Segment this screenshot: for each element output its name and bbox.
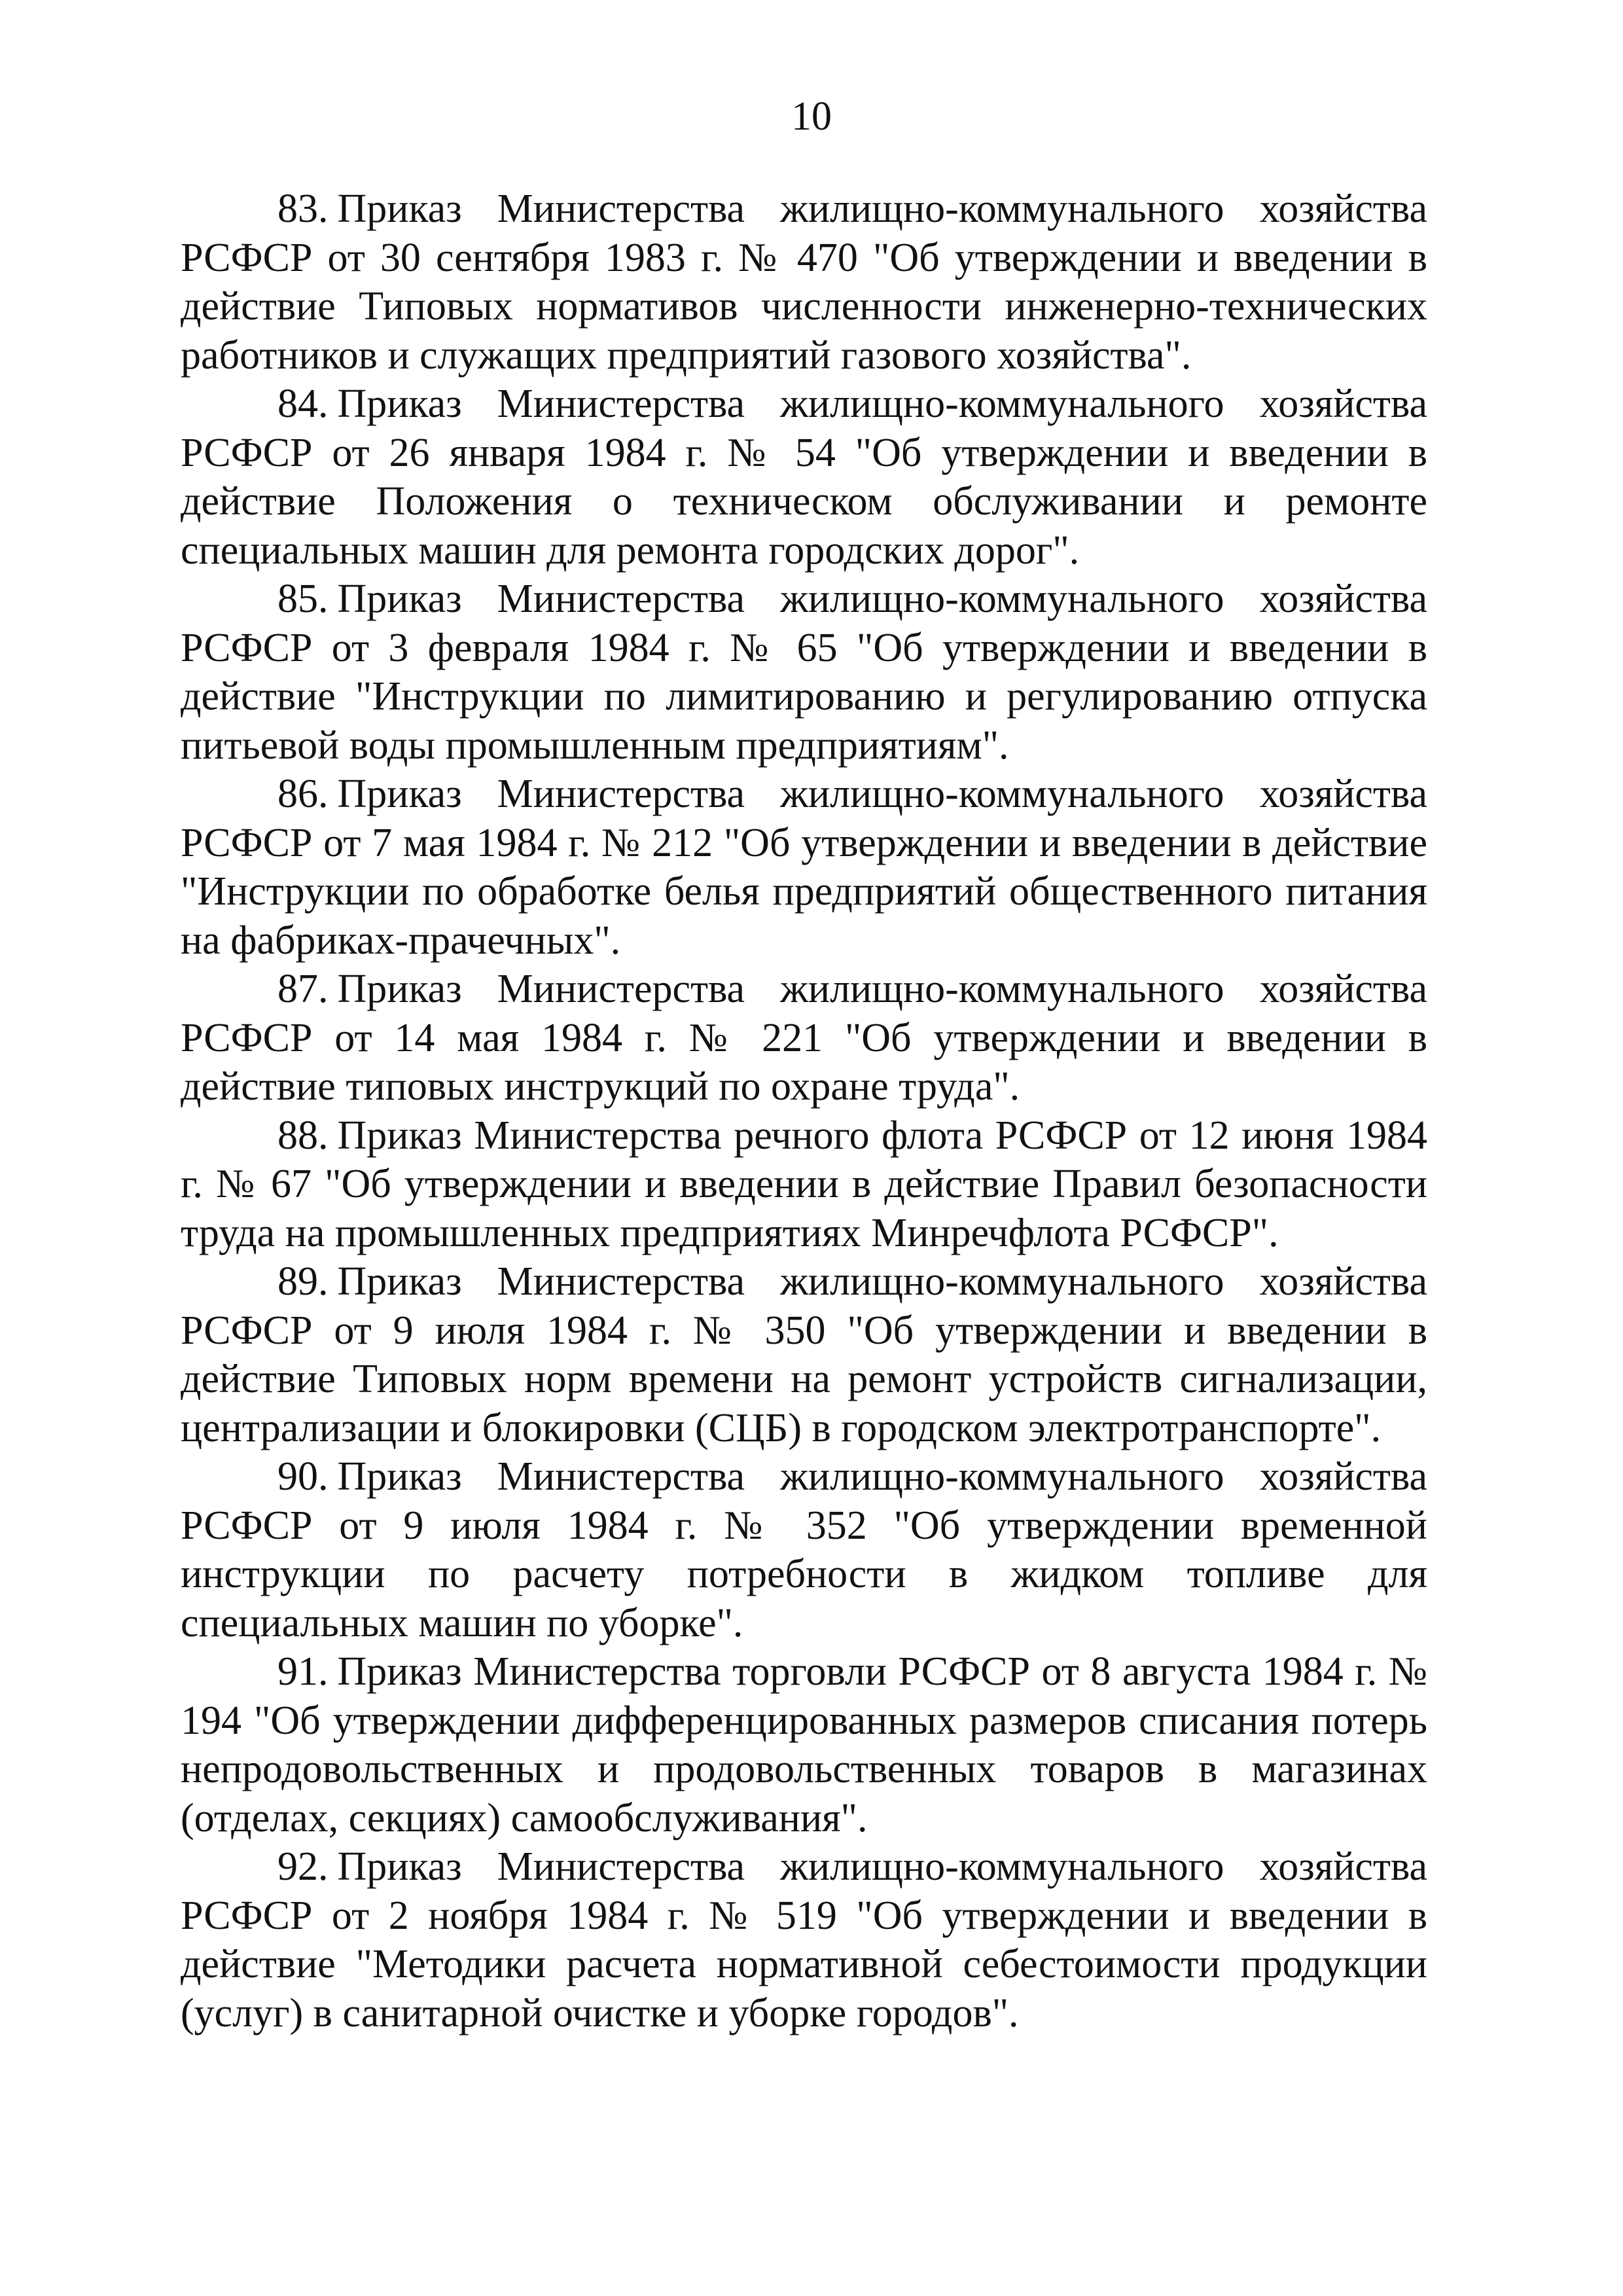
item-text: Приказ Министерства жилищно-коммунального хозяйства РСФСР от 7 мая 1984 г. № 212 "Об утверждении и введении в действие "Инструкции по обработке белья предприятий общественного питания на фабриках-прачечных". bbox=[181, 772, 1427, 963]
item-number: 86. bbox=[277, 772, 329, 816]
item-text: Приказ Министерства жилищно-коммунального хозяйства РСФСР от 26 января 1984 г. № 54 "Об утверждении и введении в действие Положения о техническом обслуживании и ремонте специальных машин для ремонта городских дорог". bbox=[181, 382, 1427, 573]
item-number: 89. bbox=[277, 1259, 329, 1304]
list-item bbox=[181, 575, 1427, 770]
list-item bbox=[181, 1842, 1427, 2037]
item-text: Приказ Министерства торговли РСФСР от 8 августа 1984 г. № 194 "Об утверждении дифференцированных размеров списания потерь непродовольственных и продовольственных товаров в магазинах (отделах, секциях) самообслуживания". bbox=[181, 1649, 1427, 1840]
list-item bbox=[181, 965, 1427, 1111]
list-item bbox=[181, 1257, 1427, 1452]
item-text: Приказ Министерства жилищно-коммунального хозяйства РСФСР от 30 сентября 1983 г. № 470 "Об утверждении и введении в действие Типовых нормативов численности инженерно-технических работников и служащих предприятий газового хозяйства". bbox=[181, 187, 1427, 378]
page-number: 10 bbox=[791, 94, 832, 139]
item-text: Приказ Министерства жилищно-коммунального хозяйства РСФСР от 2 ноября 1984 г. № 519 "Об утверждении и введении в действие "Методики расчета нормативной себестоимости продукции (услуг) в санитарной очистке и уборке городов". bbox=[181, 1844, 1427, 2036]
item-number: 88. bbox=[277, 1113, 329, 1158]
item-number: 83. bbox=[277, 187, 329, 231]
list-item bbox=[181, 1111, 1427, 1258]
item-number: 91. bbox=[277, 1649, 329, 1694]
item-number: 90. bbox=[277, 1454, 329, 1499]
list-item bbox=[181, 1452, 1427, 1647]
item-text: Приказ Министерства жилищно-коммунального хозяйства РСФСР от 14 мая 1984 г. № 221 "Об утверждении и введении в действие типовых инструкций по охране труда". bbox=[181, 967, 1427, 1109]
item-text: Приказ Министерства жилищно-коммунального хозяйства РСФСР от 9 июля 1984 г. № 350 "Об утверждении и введении в действие Типовых норм времени на ремонт устройств сигнализации, централизации и блокировки (СЦБ) в городском электротранспорте". bbox=[181, 1259, 1427, 1450]
document-body bbox=[181, 185, 1427, 2037]
item-number: 85. bbox=[277, 577, 329, 621]
item-number: 87. bbox=[277, 967, 329, 1011]
item-text: Приказ Министерства жилищно-коммунального хозяйства РСФСР от 3 февраля 1984 г. № 65 "Об утверждении и введении в действие "Инструкции по лимитированию и регулированию отпуска питьевой воды промышленным предприятиям". bbox=[181, 577, 1427, 768]
item-text: Приказ Министерства жилищно-коммунального хозяйства РСФСР от 9 июля 1984 г. № 352 "Об утверждении временной инструкции по расчету потребности в жидком топливе для специальных машин по уборке". bbox=[181, 1454, 1427, 1645]
item-text: Приказ Министерства речного флота РСФСР от 12 июня 1984 г. № 67 "Об утверждении и введении в действие Правил безопасности труда на промышленных предприятиях Минречфлота РСФСР". bbox=[181, 1113, 1427, 1255]
list-item bbox=[181, 185, 1427, 380]
list-item bbox=[181, 770, 1427, 965]
list-item bbox=[181, 1647, 1427, 1842]
list-item bbox=[181, 380, 1427, 575]
item-number: 84. bbox=[277, 382, 329, 426]
item-number: 92. bbox=[277, 1844, 329, 1889]
